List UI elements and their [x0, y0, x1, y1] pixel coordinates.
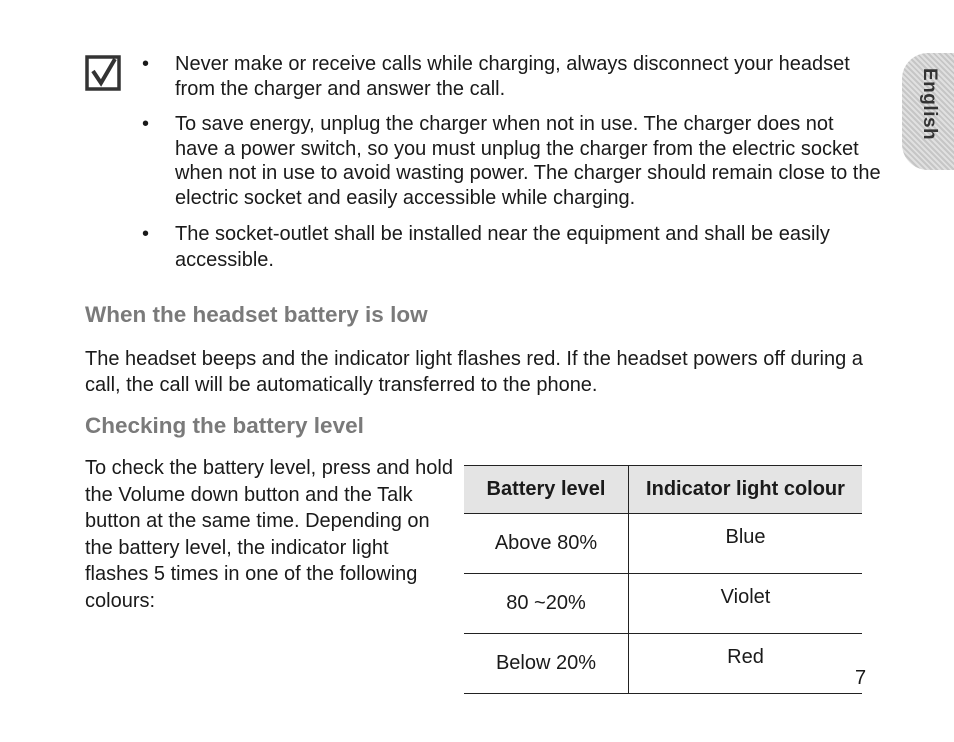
note-item: [142, 221, 882, 273]
note-text: Never make or receive calls while charging, always disconnect your headset from the charger and answer the call.: [175, 53, 850, 100]
battery-level-cell: Above 80%: [464, 514, 629, 574]
header-indicator-colour: Indicator light colour: [629, 466, 863, 514]
battery-level-cell: 80 ~20%: [464, 574, 629, 634]
note-text: To save energy, unplug the charger when not in use. The charger does not have a power switch, so you must unplug the charger from the electric socket when not in use to avoid wasting power. The charger should remain close to the electric socket and easily accessible while charging.: [175, 113, 881, 209]
indicator-colour-cell: Blue: [629, 514, 863, 574]
bullet: •: [142, 223, 150, 245]
battery-level-table: [464, 465, 862, 694]
bullet: •: [142, 113, 150, 135]
heading-low-battery: When the headset battery is low: [85, 302, 428, 327]
table-row: [464, 514, 862, 574]
notes-list: [142, 52, 882, 284]
note-item: [142, 112, 882, 210]
battery-level-cell: Below 20%: [464, 634, 629, 694]
table-row: [464, 634, 862, 694]
checkbox-note-icon: [85, 55, 121, 91]
note-item: [142, 52, 882, 101]
table-row: [464, 574, 862, 634]
note-text: The socket-outlet shall be installed near the equipment and shall be easily accessible.: [175, 223, 830, 271]
language-tab-label: English: [919, 68, 940, 141]
indicator-colour-cell: Red: [629, 634, 863, 694]
indicator-colour-cell: Violet: [629, 574, 863, 634]
header-battery-level: Battery level: [464, 466, 629, 514]
table-header-row: [464, 466, 862, 514]
check-battery-text: To check the battery level, press and hold the Volume down button and the Talk button at the same time. Depending on the battery level, the indicator light flashes 5 times in one of the following colours:: [85, 457, 453, 612]
heading-check-battery: Checking the battery level: [85, 413, 364, 438]
bullet: •: [142, 53, 150, 75]
page-number: 7: [855, 667, 867, 689]
low-battery-text: The headset beeps and the indicator light flashes red. If the headset powers off during a call, the call will be automatically transferred to the phone.: [85, 348, 863, 396]
